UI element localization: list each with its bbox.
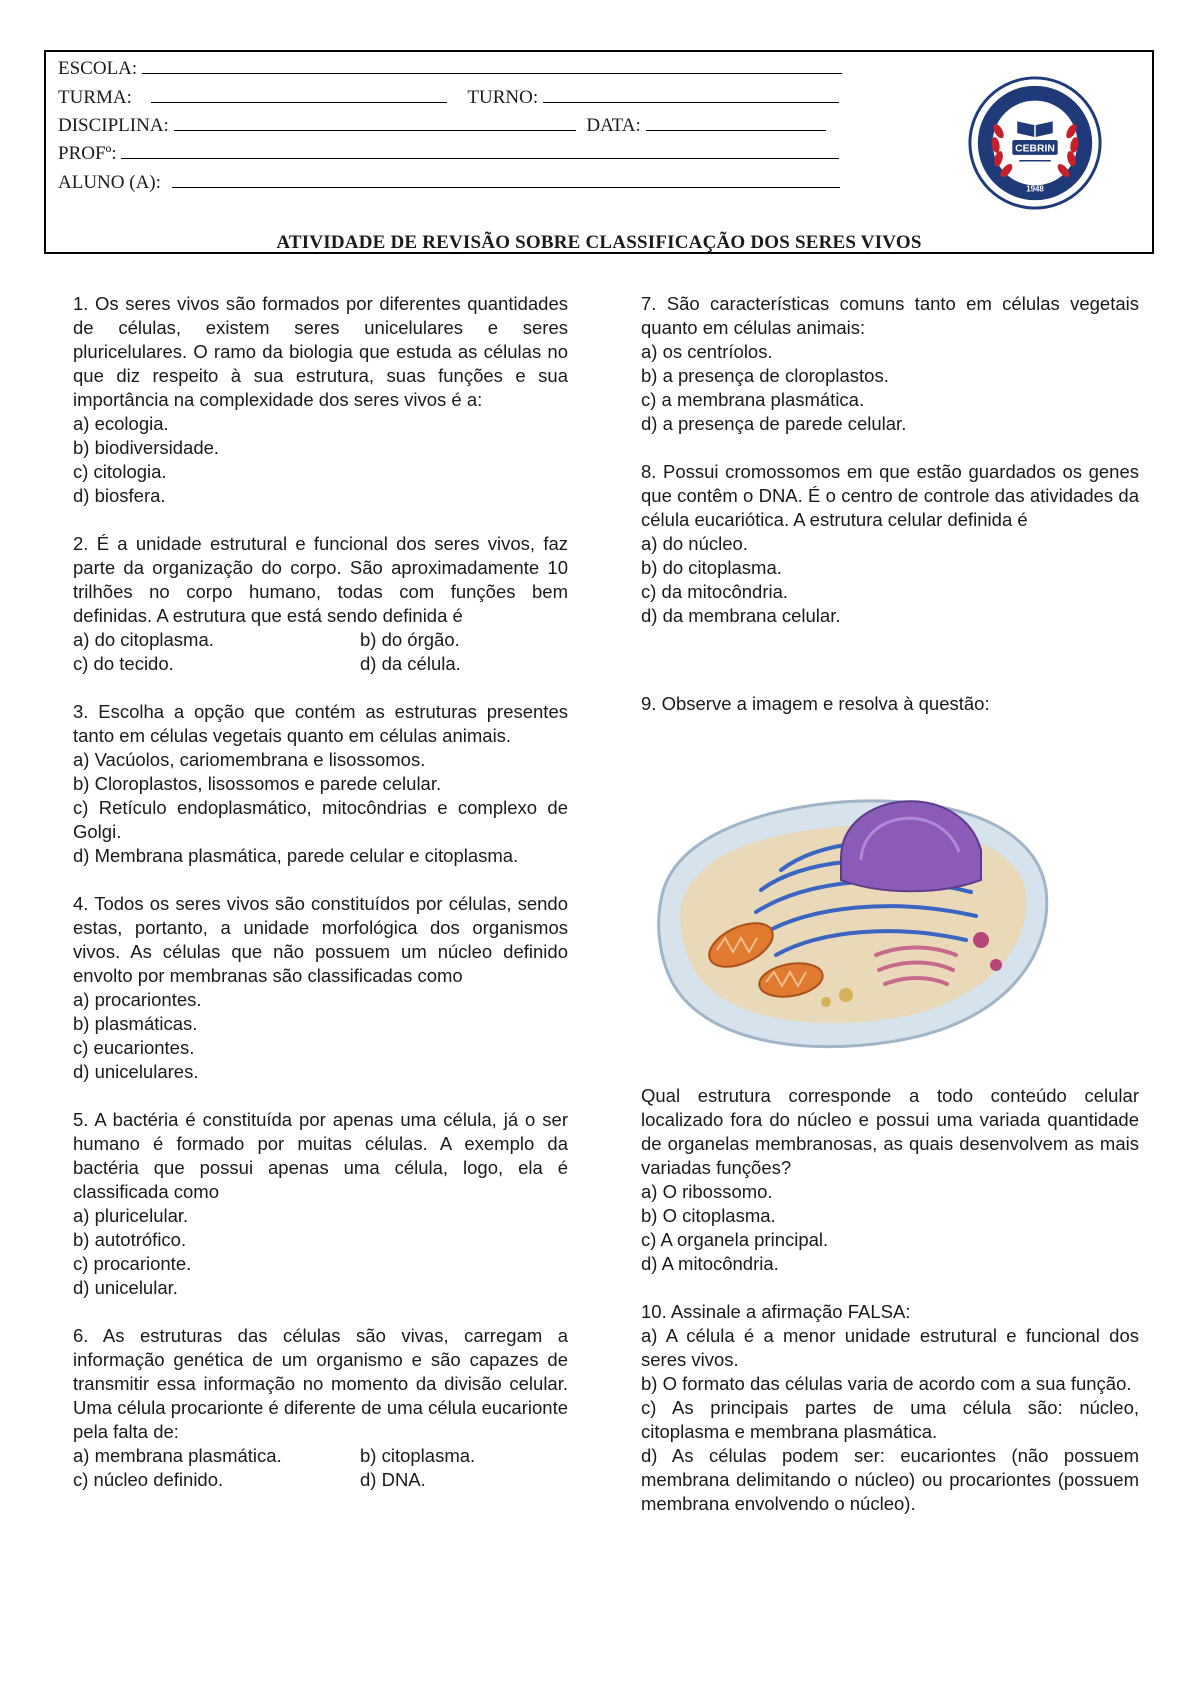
logo-year: 1948: [1026, 184, 1044, 194]
option-d[interactable]: d) da membrana celular.: [641, 605, 841, 626]
document-title: ATIVIDADE DE REVISÃO SOBRE CLASSIFICAÇÃO DOS SERES VIVOS: [276, 232, 922, 253]
data-field[interactable]: [646, 115, 826, 131]
prof-label: PROFº:: [58, 143, 117, 164]
option-c[interactable]: c) núcleo definido.: [73, 1469, 224, 1490]
turma-label: TURMA:: [58, 87, 132, 108]
question-stem: 3. Escolha a opção que contém as estruturas presentes tanto em células vegetais quanto em células animais.: [73, 701, 568, 746]
turma-field[interactable]: [151, 87, 447, 103]
spacer: [641, 652, 1139, 692]
option-a[interactable]: a) membrana plasmática.: [73, 1445, 282, 1466]
option-c[interactable]: c) procarionte.: [73, 1253, 192, 1274]
question-stem: 8. Possui cromossomos em que estão guardados os genes que contêm o DNA. É o centro de controle das atividades da célula eucariótica. A estrutura celular definida é: [641, 461, 1139, 530]
option-b[interactable]: b) O formato das células varia de acordo com a sua função.: [641, 1373, 1132, 1394]
question-4: [73, 892, 568, 1084]
option-c[interactable]: c) eucariontes.: [73, 1037, 195, 1058]
option-c[interactable]: c) A organela principal.: [641, 1229, 829, 1250]
option-c[interactable]: c) citologia.: [73, 461, 167, 482]
prof-row: [58, 143, 839, 165]
header-box: [44, 50, 1154, 254]
option-a[interactable]: a) O ribossomo.: [641, 1181, 773, 1202]
options-grid: [73, 628, 568, 676]
left-column: [73, 292, 568, 1516]
right-column: [641, 292, 1139, 1540]
disciplina-row: [58, 115, 826, 137]
escola-field[interactable]: [142, 58, 842, 74]
option-b[interactable]: b) biodiversidade.: [73, 437, 220, 458]
option-a[interactable]: a) do núcleo.: [641, 533, 748, 554]
option-a[interactable]: a) ecologia.: [73, 413, 169, 434]
question-7: [641, 292, 1139, 436]
turno-field[interactable]: [543, 87, 839, 103]
question-stem: 1. Os seres vivos são formados por diferentes quantidades de células, existem seres unicelulares e seres pluricelulares. O ramo da biologia que estuda as células no que diz respeito à sua estrutura, suas funções e sua importância na complexidade dos seres vivos é a:: [73, 293, 568, 410]
school-logo: [966, 74, 1104, 212]
option-a[interactable]: a) A célula é a menor unidade estrutural e funcional dos seres vivos.: [641, 1325, 1139, 1370]
option-c[interactable]: c) As principais partes de uma célula são: núcleo, citoplasma e membrana plasmática.: [641, 1397, 1139, 1442]
option-b[interactable]: b) a presença de cloroplastos.: [641, 365, 889, 386]
question-10: [641, 1300, 1139, 1516]
disciplina-label: DISCIPLINA:: [58, 115, 169, 136]
option-d[interactable]: d) a presença de parede celular.: [641, 413, 907, 434]
question-5: [73, 1108, 568, 1300]
option-d[interactable]: d) unicelulares.: [73, 1061, 199, 1082]
option-d[interactable]: d) DNA.: [360, 1469, 426, 1490]
question-6: [73, 1324, 568, 1492]
animal-cell-illustration: [641, 740, 1061, 1060]
logo-text: CEBRIN: [1015, 143, 1055, 155]
option-b[interactable]: b) do citoplasma.: [641, 557, 782, 578]
option-d[interactable]: d) Membrana plasmática, parede celular e citoplasma.: [73, 845, 519, 866]
option-c[interactable]: c) Retículo endoplasmático, mitocôndrias e complexo de Golgi.: [73, 797, 568, 842]
option-b[interactable]: b) plasmáticas.: [73, 1013, 198, 1034]
option-b[interactable]: b) citoplasma.: [360, 1445, 476, 1466]
question-8: [641, 460, 1139, 628]
option-d[interactable]: d) unicelular.: [73, 1277, 178, 1298]
question-stem: Qual estrutura corresponde a todo conteúdo celular localizado fora do núcleo e possui uma variada quantidade de organelas membranosas, as quais desenvolvem as mais variadas funções?: [641, 1085, 1139, 1178]
question-stem: 2. É a unidade estrutural e funcional dos seres vivos, faz parte da organização do corpo. São aproximadamente 10 trilhões no corpo humano, todas com funções bem definidas. A estrutura que está sendo definida é: [73, 533, 568, 626]
option-a[interactable]: a) os centríolos.: [641, 341, 773, 362]
escola-label: ESCOLA:: [58, 58, 138, 79]
question-stem: 4. Todos os seres vivos são constituídos por células, sendo estas, portanto, a unidade morfológica dos organismos vivos. As células que não possuem um núcleo definido envolto por membranas são classificadas como: [73, 893, 568, 986]
option-d[interactable]: d) da célula.: [360, 653, 461, 674]
options-grid: [73, 1444, 568, 1492]
aluno-label: ALUNO (A):: [58, 172, 161, 193]
option-d[interactable]: d) A mitocôndria.: [641, 1253, 779, 1274]
data-label: DATA:: [586, 115, 641, 136]
aluno-row: [58, 172, 840, 194]
option-c[interactable]: c) do tecido.: [73, 653, 174, 674]
option-b[interactable]: b) O citoplasma.: [641, 1205, 776, 1226]
question-stem: 5. A bactéria é constituída por apenas uma célula, já o ser humano é formado por muitas células. A exemplo da bactéria que possui apenas uma célula, logo, ela é classificada como: [73, 1109, 568, 1202]
question-intro: 9. Observe a imagem e resolva à questão:: [641, 693, 990, 714]
question-3: [73, 700, 568, 868]
question-stem: 6. As estruturas das células são vivas, carregam a informação genética de um organismo e são capazes de transmitir essa informação no momento da divisão celular. Uma célula procarionte é diferente de uma célula eucarionte pela falta de:: [73, 1325, 568, 1442]
option-c[interactable]: c) da mitocôndria.: [641, 581, 789, 602]
option-a[interactable]: a) procariontes.: [73, 989, 202, 1010]
question-1: [73, 292, 568, 508]
option-a[interactable]: a) pluricelular.: [73, 1205, 189, 1226]
option-c[interactable]: c) a membrana plasmática.: [641, 389, 865, 410]
option-d[interactable]: d) biosfera.: [73, 485, 166, 506]
option-b[interactable]: b) autotrófico.: [73, 1229, 187, 1250]
question-2: [73, 532, 568, 676]
question-stem: 10. Assinale a afirmação FALSA:: [641, 1301, 911, 1322]
question-9: [641, 692, 1139, 1276]
prof-field[interactable]: [121, 143, 839, 159]
escola-row: [58, 58, 842, 80]
question-stem: 7. São características comuns tanto em células vegetais quanto em células animais:: [641, 293, 1139, 338]
option-b[interactable]: b) Cloroplastos, lisossomos e parede celular.: [73, 773, 442, 794]
option-b[interactable]: b) do órgão.: [360, 629, 460, 650]
option-a[interactable]: a) Vacúolos, cariomembrana e lisossomos.: [73, 749, 426, 770]
option-d[interactable]: d) As células podem ser: eucariontes (não possuem membrana delimitando o núcleo) ou procariontes (possuem membrana envolvendo o núcleo).: [641, 1445, 1139, 1514]
turma-row: [58, 87, 839, 109]
disciplina-field[interactable]: [174, 115, 576, 131]
option-a[interactable]: a) do citoplasma.: [73, 629, 214, 650]
aluno-field[interactable]: [172, 172, 840, 188]
turno-label: TURNO:: [467, 87, 539, 108]
